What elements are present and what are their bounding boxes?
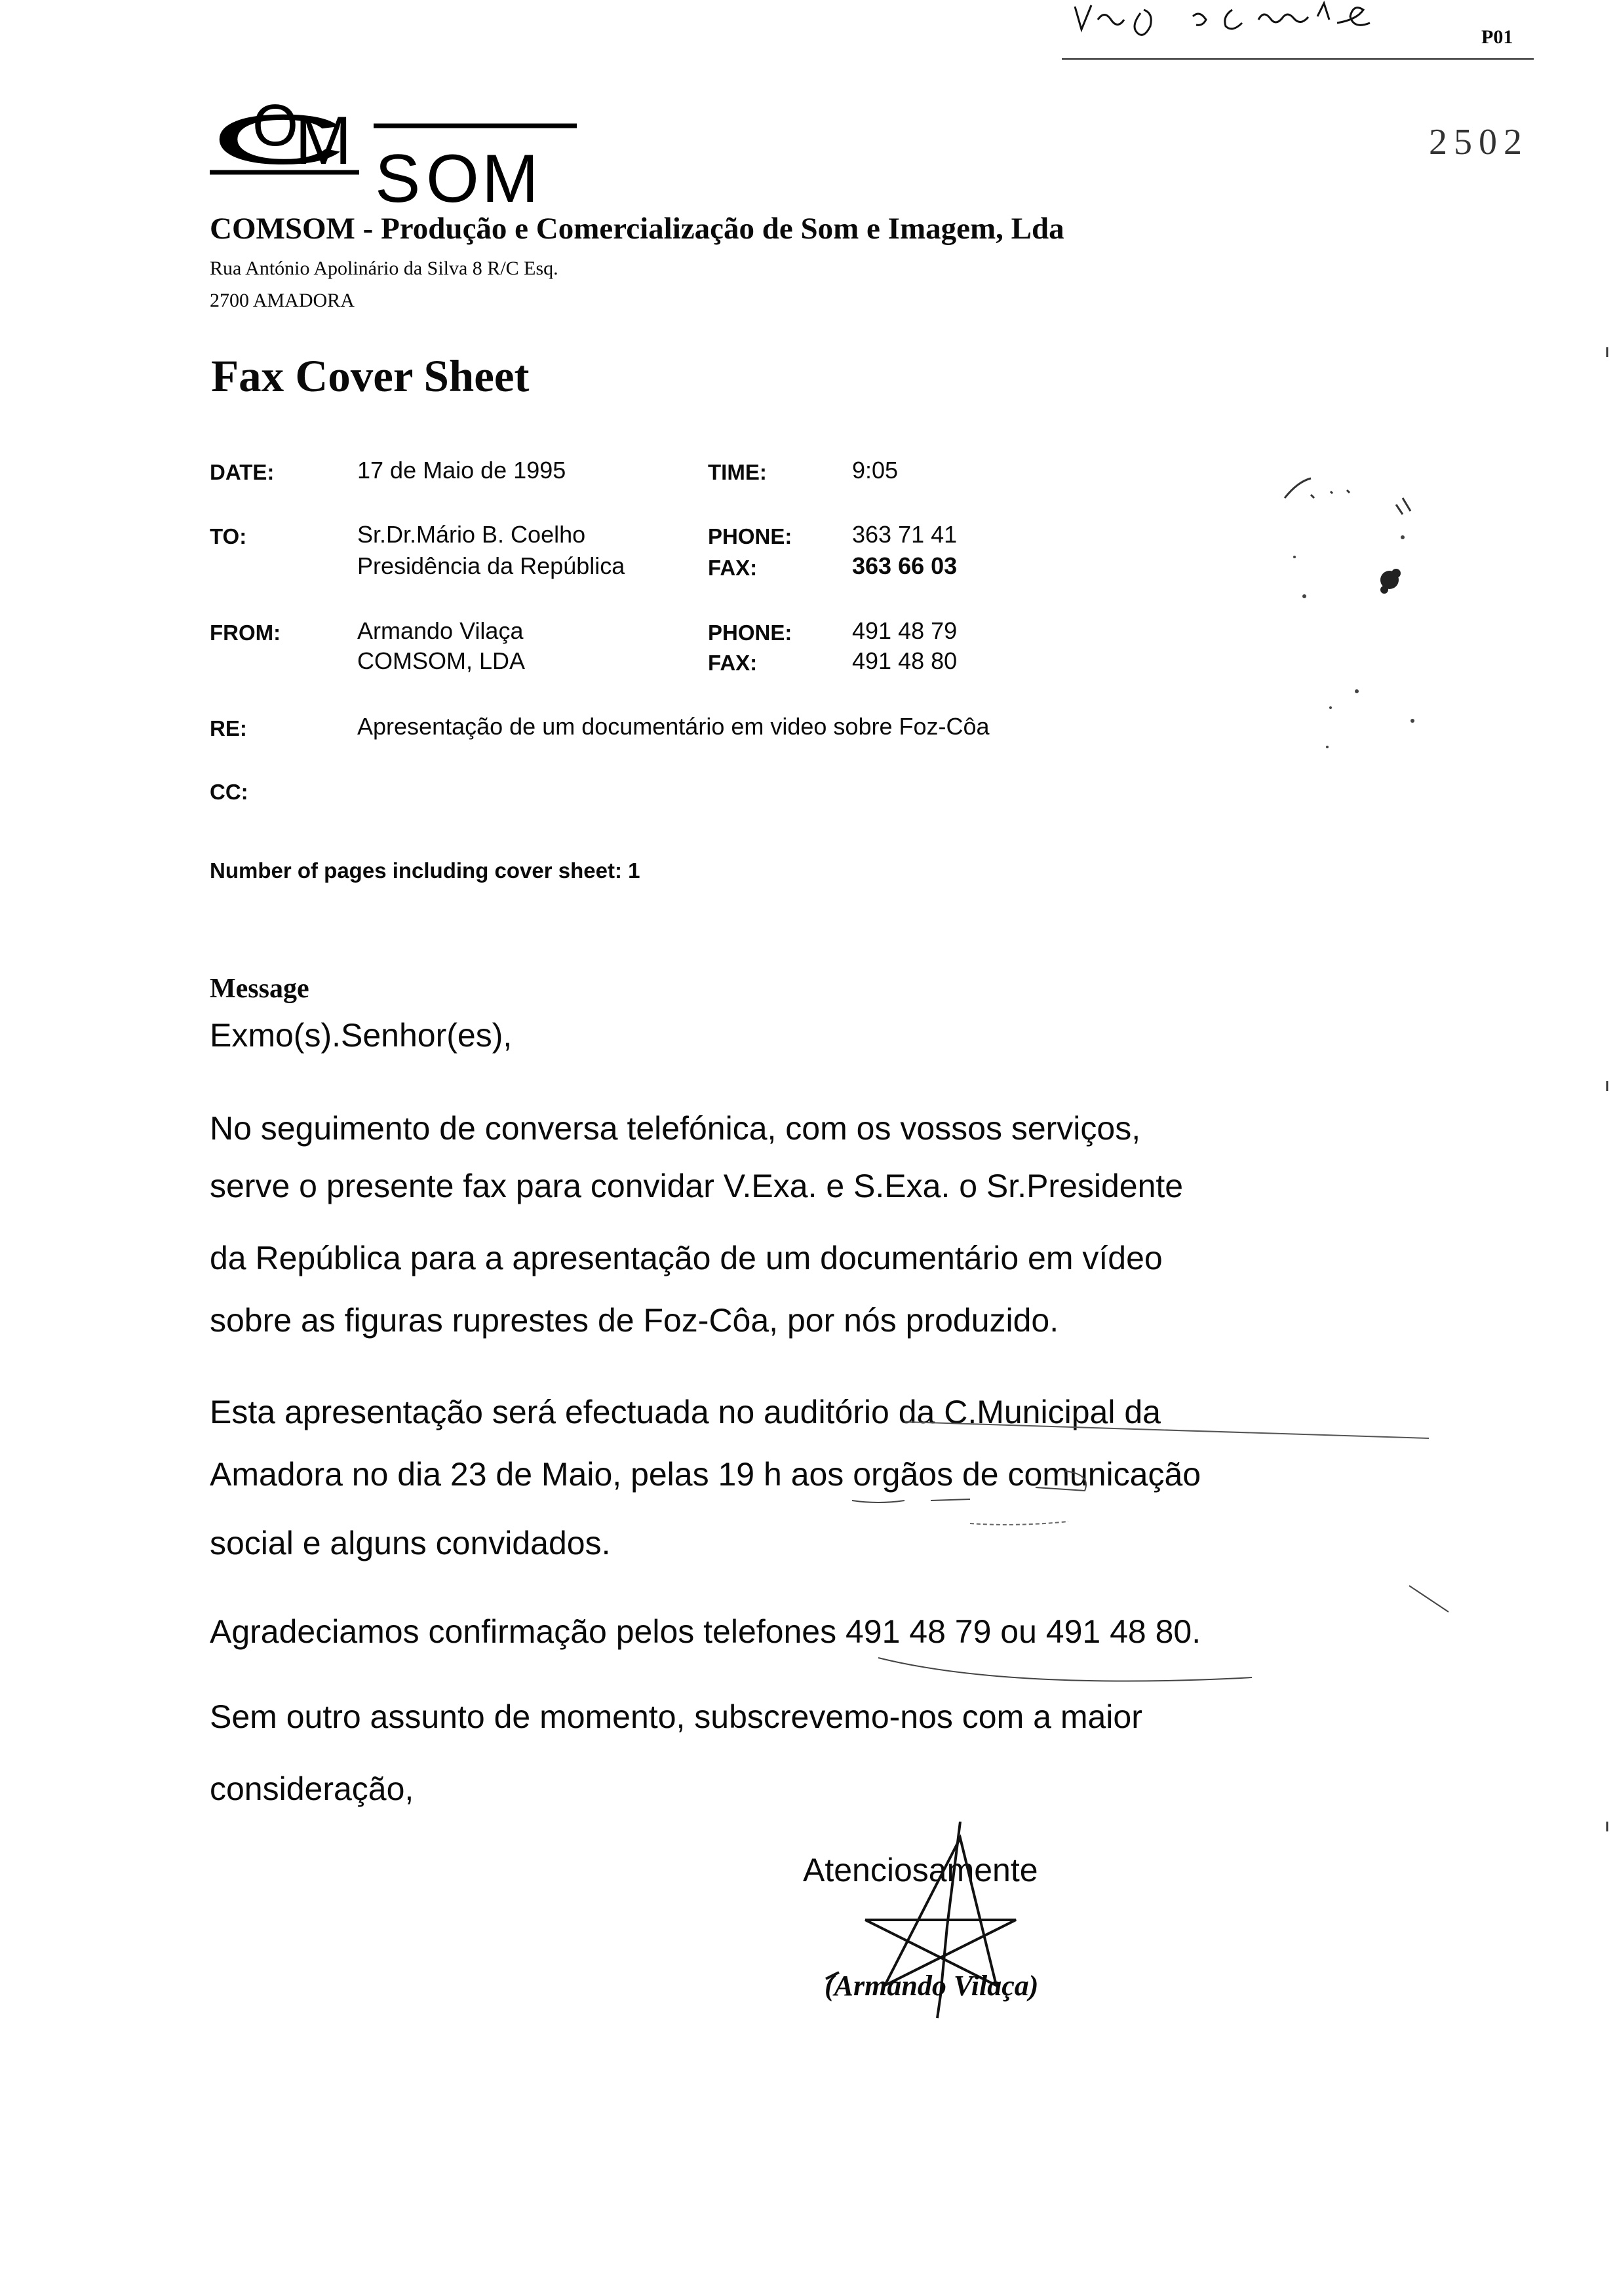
company-city: 2700 AMADORA [210, 290, 355, 311]
date-value: 17 de Maio de 1995 [357, 457, 566, 484]
svg-text:M: M [295, 103, 352, 179]
from-name: Armando Vilaça [357, 617, 524, 644]
to-organization: Presidência da República [357, 552, 625, 579]
svg-text:C: C [210, 100, 347, 179]
message-heading: Message [210, 974, 309, 1004]
from-fax-label: FAX: [708, 651, 758, 675]
from-phone-label: PHONE: [708, 621, 792, 645]
to-label: TO: [210, 524, 247, 548]
paragraph1-line2: serve o presente fax para convidar V.Exa. e S.Exa. o Sr.Presidente [210, 1168, 1184, 1204]
company-address: Rua António Apolinário da Silva 8 R/C Esq. [210, 258, 558, 279]
page-count: Number of pages including cover sheet: 1 [210, 858, 640, 883]
svg-text:O: O [252, 98, 299, 159]
svg-text:S: S [375, 141, 421, 210]
handwritten-note [1062, 0, 1534, 72]
time-label: TIME: [708, 460, 767, 484]
stamp-number: 2502 [1429, 122, 1528, 163]
fax-noise [1232, 459, 1494, 773]
to-name: Sr.Dr.Mário B. Coelho [357, 521, 586, 548]
paragraph2-line2: Amadora no dia 23 de Maio, pelas 19 h aos orgãos de comunicação [210, 1456, 1201, 1493]
paragraph4-line1: Sem outro assunto de momento, subscrevemo-nos com a maior [210, 1698, 1142, 1735]
paragraph1-line1: No seguimento de conversa telefónica, com os vossos serviços, [210, 1110, 1141, 1147]
from-phone: 491 48 79 [852, 617, 958, 644]
greeting: Exmo(s).Senhor(es), [210, 1017, 513, 1054]
page-code: P01 [1481, 26, 1513, 48]
re-value: Apresentação de um documentário em video sobre Foz-Côa [357, 713, 990, 740]
to-fax-label: FAX: [708, 556, 758, 580]
paragraph2-line3: social e alguns convidados. [210, 1525, 611, 1561]
svg-text:O: O [426, 141, 479, 210]
paragraph3: Agradeciamos confirmação pelos telefones 491 48 79 ou 491 48 80. [210, 1613, 1201, 1650]
from-label: FROM: [210, 621, 281, 645]
signature-name: (Armando Vilaça) [825, 1970, 1039, 2002]
edge-marks [1599, 328, 1615, 1900]
from-fax: 491 48 80 [852, 647, 958, 674]
paragraph1-line3: da República para a apresentação de um documentário em vídeo [210, 1240, 1163, 1276]
to-phone: 363 71 41 [852, 521, 958, 548]
company-logo [210, 98, 603, 210]
paragraph4-line2: consideração, [210, 1770, 414, 1807]
document-title: Fax Cover Sheet [211, 351, 530, 401]
closing: Atenciosamente [803, 1852, 1038, 1888]
time-value: 9:05 [852, 457, 899, 484]
paragraph2-line1: Esta apresentação será efectuada no auditório da C.Municipal da [210, 1394, 1161, 1430]
svg-text:M: M [482, 141, 539, 210]
date-label: DATE: [210, 460, 275, 484]
cc-label: CC: [210, 780, 248, 804]
paragraph1-line4: sobre as figuras ruprestes de Foz-Côa, por nós produzido. [210, 1302, 1059, 1339]
from-organization: COMSOM, LDA [357, 647, 526, 674]
re-label: RE: [210, 716, 247, 740]
to-fax: 363 66 03 [852, 552, 958, 579]
pen-underlines [852, 1376, 1455, 1684]
to-phone-label: PHONE: [708, 524, 792, 548]
handwritten-signature [800, 1822, 1075, 2038]
company-name: COMSOM - Produção e Comercialização de Som e Imagem, Lda [210, 212, 1064, 246]
